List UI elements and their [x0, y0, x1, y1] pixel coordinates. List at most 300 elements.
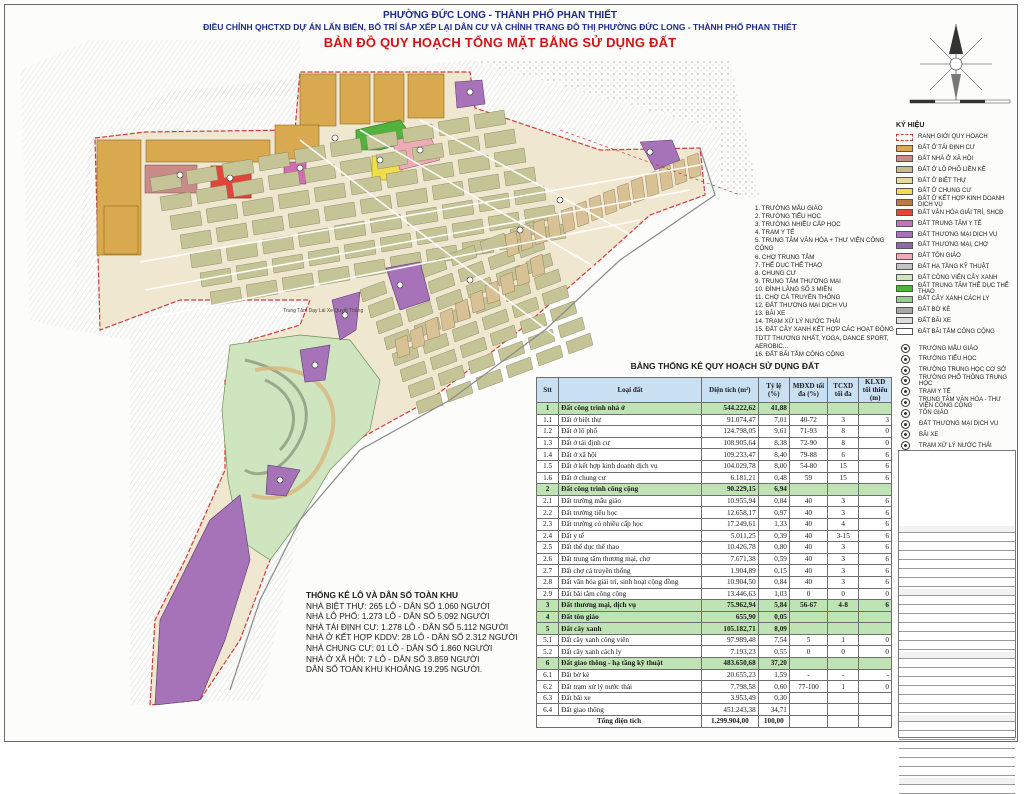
legend-swatch: [896, 134, 913, 141]
stats-cell-klxd: [859, 704, 892, 716]
legend-swatch: [896, 145, 913, 152]
facility-marker-icon: [377, 157, 383, 163]
stats-cell-tcxd: 3-15: [828, 530, 859, 542]
legend-symbol-label: ĐẤT THƯƠNG MẠI DỊCH VỤ: [919, 421, 999, 428]
stats-cell-mdxd: [789, 658, 827, 670]
stats-cell-mdxd: 40: [789, 495, 827, 507]
table-row: [537, 588, 892, 600]
stats-cell-klxd: 6: [859, 576, 892, 588]
stats-cell-klxd: 6: [859, 507, 892, 519]
stats-cell-pct: 0,84: [758, 495, 789, 507]
stats-cell-stt: 1.2: [537, 426, 559, 438]
stats-cell-name: Đất cây xanh công viên: [559, 634, 702, 646]
facility-list-item: 16. ĐẤT BÃI TẮM CÔNG CỘNG: [755, 350, 845, 358]
facility-list-item: 5. TRUNG TÂM VĂN HÓA + THƯ VIỆN CÔNG CỘNG: [755, 237, 885, 253]
legend-symbol-label: TÔN GIÁO: [919, 410, 949, 417]
stats-cell-name: Đất ở lô phố: [559, 426, 702, 438]
title-block-line: [899, 679, 1015, 686]
stats-cell-name: Đất văn hóa giải trí, sinh hoạt cộng đồng: [559, 576, 702, 588]
stats-cell-mdxd: 56-67: [789, 600, 827, 612]
stats-cell-klxd: -: [859, 669, 892, 681]
stats-cell-klxd: 0: [859, 646, 892, 658]
legend-swatch: [896, 220, 913, 227]
table-row: [537, 403, 892, 415]
stats-cell-area: 124.798,05: [701, 426, 758, 438]
stats-cell-pct: 8,00: [758, 460, 789, 472]
table-row: [537, 576, 892, 588]
legend-swatch: [896, 253, 913, 260]
legend-swatch: [896, 209, 913, 216]
title-block-line: [899, 616, 1015, 623]
table-row: [537, 704, 892, 716]
table-row: [537, 692, 892, 704]
stats-cell-stt: 2.6: [537, 553, 559, 565]
facility-list-item: 3. TRƯỜNG NHIỀU CẤP HỌC: [755, 221, 841, 229]
stats-cell-pct: 0,60: [758, 681, 789, 693]
stats-cell-klxd: 0: [859, 426, 892, 438]
population-stats: [306, 590, 536, 675]
facility-marker-icon: [227, 175, 233, 181]
stats-cell-klxd: [859, 403, 892, 415]
stats-cell-klxd: 0: [859, 681, 892, 693]
stats-cell-stt: 2: [537, 484, 559, 496]
stats-cell-stt: 6.3: [537, 692, 559, 704]
stats-cell-mdxd: 40: [789, 576, 827, 588]
stats-cell-pct: 1,59: [758, 669, 789, 681]
stats-cell-tcxd: 15: [828, 472, 859, 484]
stats-cell-area: 544.222,62: [701, 403, 758, 415]
stats-cell-tcxd: 1: [828, 681, 859, 693]
stats-cell-name: Đất trường tiểu học: [559, 507, 702, 519]
stats-cell-pct: 37,20: [758, 658, 789, 670]
title-block-line: [899, 769, 1015, 776]
legend-symbol-item: [896, 430, 1016, 441]
stats-cell-pct: 0,48: [758, 472, 789, 484]
legend-item: [896, 175, 1016, 186]
stats-cell-stt: 6.4: [537, 704, 559, 716]
facility-list-item: 9. TRUNG TÂM THƯƠNG MẠI: [755, 277, 841, 285]
stats-cell-area: 6.181,21: [701, 472, 758, 484]
table-row: [537, 472, 892, 484]
stats-cell-area: 75.962,94: [701, 600, 758, 612]
stats-cell-tcxd: 15: [828, 460, 859, 472]
stats-cell-pct: 1,03: [758, 588, 789, 600]
stats-cell-stt: 6.2: [537, 681, 559, 693]
legend-item: [896, 132, 1016, 143]
population-line: NHÀ Ở XÃ HỘI: 7 LÔ - DÂN SỐ 3.859 NGƯỜI: [306, 653, 480, 664]
legend-swatch: [896, 274, 913, 281]
legend-symbol-item: [896, 365, 1016, 376]
legend-swatch: [896, 296, 913, 303]
table-row: [537, 542, 892, 554]
legend-symbol-item: [896, 376, 1016, 387]
legend-swatch: [896, 285, 913, 292]
legend-swatch: [896, 328, 913, 335]
stats-cell-name: Đất trung tâm thương mại, chợ: [559, 553, 702, 565]
stats-cell-stt: 1.5: [537, 460, 559, 472]
stats-cell-mdxd: 0: [789, 588, 827, 600]
stats-cell-name: Đất trường mẫu giáo: [559, 495, 702, 507]
stats-cell-area: 12.658,17: [701, 507, 758, 519]
legend-symbol-label: TRUNG TÂM VĂN HÓA - THƯ VIỆN CÔNG CỘNG: [919, 396, 1002, 409]
stats-cell-mdxd: 59: [789, 472, 827, 484]
table-row: [537, 681, 892, 693]
stats-header-cell: KLXD tối thiểu (m): [859, 378, 892, 403]
legend-title: KÝ HIỆU: [896, 122, 925, 129]
title-block-line: [899, 634, 1015, 641]
north-arrow: [920, 24, 992, 100]
stats-cell-mdxd: 40: [789, 507, 827, 519]
stats-cell-mdxd: [789, 692, 827, 704]
stats-cell-pct: 0,05: [758, 611, 789, 623]
stats-cell-klxd: 6: [859, 600, 892, 612]
stats-cell-name: Đất ở chung cư: [559, 472, 702, 484]
stats-cell-pct: 7,54: [758, 634, 789, 646]
facility-list-item: 7. THỂ DỤC THỂ THAO: [755, 261, 823, 269]
legend-item: [896, 143, 1016, 154]
title-block-line: [899, 562, 1015, 569]
facility-marker-icon: [467, 89, 473, 95]
stats-cell-name: Đất trạm xử lý nước thải: [559, 681, 702, 693]
legend-item: [896, 262, 1016, 273]
table-row: [537, 484, 892, 496]
stats-cell-tcxd: 8: [828, 437, 859, 449]
stats-cell-area: 451.243,38: [701, 704, 758, 716]
stats-cell-name: Đất bãi xe: [559, 692, 702, 704]
legend-item: [896, 208, 1016, 219]
facility-marker-icon: [177, 172, 183, 178]
stats-cell-name: Đất công trình nhà ở: [559, 403, 702, 415]
stats-cell-tcxd: [828, 623, 859, 635]
facility-marker-icon: [277, 477, 283, 483]
title-block-line: [899, 688, 1015, 695]
legend-label: ĐẤT HẠ TẦNG KỸ THUẬT: [918, 263, 990, 270]
stats-cell-name: Đất ở xã hội: [559, 449, 702, 461]
facility-list-item: 8. CHUNG CƯ: [755, 269, 797, 277]
stats-cell-mdxd: 79-88: [789, 449, 827, 461]
legend-swatch: [896, 242, 913, 249]
legend-symbol-item: [896, 386, 1016, 397]
legend-swatch: [896, 155, 913, 162]
stats-cell-mdxd: [789, 403, 827, 415]
stats-cell-mdxd: 72-90: [789, 437, 827, 449]
stats-cell-klxd: 6: [859, 542, 892, 554]
stats-cell-mdxd: 54-80: [789, 460, 827, 472]
table-total-row: [537, 716, 892, 728]
stats-cell-name: Đất giao thông - hạ tầng kỹ thuật: [559, 658, 702, 670]
central-park: [222, 335, 380, 560]
stats-cell-stt: 3: [537, 600, 559, 612]
stats-cell-tcxd: 0: [828, 646, 859, 658]
title-block-line: [899, 643, 1015, 650]
stats-cell-pct: 7,01: [758, 414, 789, 426]
stats-cell-klxd: 6: [859, 553, 892, 565]
legend-item: [896, 240, 1016, 251]
stats-cell-tcxd: 0: [828, 588, 859, 600]
legend-label: ĐẤT VĂN HÓA GIẢI TRÍ, SHCĐ: [918, 209, 1004, 216]
population-line: NHÀ CHUNG CƯ: 01 LÔ - DÂN SỐ 1.860 NGƯỜI: [306, 642, 493, 653]
stats-cell-tcxd: 3: [828, 553, 859, 565]
stats-cell-area: 13.446,63: [701, 588, 758, 600]
stats-cell-stt: 1.6: [537, 472, 559, 484]
facility-list-item: 1. TRƯỜNG MẪU GIÁO: [755, 205, 823, 212]
stats-cell-klxd: 6: [859, 472, 892, 484]
facility-list-item: 15. ĐẤT CÂY XANH KẾT HỢP CÁC HOẠT ĐỘNG TDTT THƯƠNG NHẤT, YOGA, DANCE SPORT, AEROBIC...: [755, 326, 894, 350]
stats-cell-stt: 6.1: [537, 669, 559, 681]
stats-cell-tcxd: 4: [828, 518, 859, 530]
legend-label: ĐẤT BÃI XE: [918, 317, 951, 324]
total-label: Tổng diện tích: [537, 716, 702, 728]
legend-item: [896, 294, 1016, 305]
facility-symbol-icon: [901, 441, 910, 450]
title-block-line: [899, 760, 1015, 767]
stats-cell-stt: 2.4: [537, 530, 559, 542]
stats-cell-tcxd: 3: [828, 414, 859, 426]
stats-cell-mdxd: 40: [789, 553, 827, 565]
stats-cell-tcxd: 3: [828, 565, 859, 577]
table-row: [537, 623, 892, 635]
stats-cell-tcxd: [828, 611, 859, 623]
stats-cell-pct: 6,94: [758, 484, 789, 496]
stats-cell-mdxd: [789, 704, 827, 716]
stats-cell-stt: 5.2: [537, 646, 559, 658]
total-empty-cell: [828, 716, 859, 728]
stats-cell-stt: 6: [537, 658, 559, 670]
stats-cell-klxd: [859, 623, 892, 635]
stats-cell-stt: 2.1: [537, 495, 559, 507]
stats-cell-mdxd: -: [789, 669, 827, 681]
stats-cell-klxd: [859, 611, 892, 623]
legend-label: ĐẤT THƯƠNG MẠI DỊCH VỤ: [918, 231, 998, 238]
header-project: ĐIỀU CHỈNH QHCTXD DỰ ÁN LẤN BIỂN, BỐ TRÍ SẮP XẾP LẠI DÂN CƯ VÀ CHỈNH TRANG ĐÔ THỊ PHƯỜNG ĐỨC LONG - THÀNH PHỐ PHAN THIẾT: [203, 22, 797, 32]
legend-item: [896, 305, 1016, 316]
legend-label: ĐẤT BÃI TẮM CÔNG CỘNG: [918, 328, 995, 335]
total-area: 1.299.904,00: [701, 716, 758, 728]
stats-cell-pct: 0,84: [758, 576, 789, 588]
stats-cell-area: 17.249,61: [701, 518, 758, 530]
stats-cell-tcxd: [828, 484, 859, 496]
stats-cell-mdxd: 40: [789, 542, 827, 554]
legend-symbol-label: TRƯỜNG PHỔ THÔNG TRUNG HỌC: [919, 374, 1008, 387]
stats-cell-area: 3.953,49: [701, 692, 758, 704]
stats-cell-area: 483.650,68: [701, 658, 758, 670]
legend-swatch: [896, 263, 913, 270]
facility-list-item: 2. TRƯỜNG TIỂU HỌC: [755, 213, 822, 221]
facility-marker-icon: [517, 227, 523, 233]
title-block-line: [899, 535, 1015, 542]
stats-cell-klxd: [859, 484, 892, 496]
stats-cell-area: 108.905,64: [701, 437, 758, 449]
legend-label: ĐẤT THƯƠNG MẠI, CHỢ: [918, 242, 989, 249]
stats-cell-klxd: [859, 658, 892, 670]
title-block-line: [899, 625, 1015, 632]
stats-cell-name: Đất chợ cá truyền thống: [559, 565, 702, 577]
table-row: [537, 658, 892, 670]
stats-cell-stt: 1.4: [537, 449, 559, 461]
stats-cell-pct: 9,61: [758, 426, 789, 438]
facility-list-item: 14. TRẠM XỬ LÝ NƯỚC THẢI: [755, 318, 841, 326]
legend-item: [896, 197, 1016, 208]
stats-cell-mdxd: 40: [789, 518, 827, 530]
stats-cell-area: 109.233,47: [701, 449, 758, 461]
legend-swatch: [896, 231, 913, 238]
population-line: NHÀ Ở KẾT HỢP KDDV: 28 LÔ - DÂN SỐ 2.312 NGƯỜI: [306, 632, 518, 643]
legend-item: [896, 218, 1016, 229]
stats-cell-pct: 8,38: [758, 437, 789, 449]
stats-cell-pct: 0,55: [758, 646, 789, 658]
stats-cell-area: 7.193,23: [701, 646, 758, 658]
driving-school-label: Trung Tâm Dạy Lái Xe Quyết Thắng: [283, 308, 364, 314]
facility-list-item: 12. ĐẤT THƯƠNG MẠI DỊCH VỤ: [755, 302, 848, 310]
stats-cell-tcxd: 3: [828, 495, 859, 507]
stats-header-cell: MĐXD tối đa (%): [789, 378, 827, 403]
population-line: NHÀ TÁI ĐỊNH CƯ: 1.278 LÔ - DÂN SỐ 5.112 NGƯỜI: [306, 621, 509, 632]
legend-label: ĐẤT Ở KẾT HỢP KINH DOANH DỊCH VỤ: [918, 196, 1005, 209]
stats-cell-area: 7.671,38: [701, 553, 758, 565]
stats-cell-stt: 2.7: [537, 565, 559, 577]
stats-cell-area: 10.955,94: [701, 495, 758, 507]
title-block-line: [899, 544, 1015, 551]
stats-table-title: BẢNG THỐNG KÊ QUY HOẠCH SỬ DỤNG ĐẤT: [630, 361, 820, 371]
stats-cell-pct: 34,71: [758, 704, 789, 716]
legend-item: [896, 283, 1016, 294]
lot-block: [566, 333, 593, 354]
lot-block: [498, 341, 525, 362]
population-title: THỐNG KÊ LÔ VÀ DÂN SỐ TOÀN KHU: [306, 590, 458, 600]
stats-cell-area: 105.182,71: [701, 623, 758, 635]
table-row: [537, 553, 892, 565]
legend-symbol-item: [896, 343, 1016, 354]
header-ward: PHƯỜNG ĐỨC LONG - THÀNH PHỐ PHAN THIẾT: [382, 10, 617, 21]
stats-cell-klxd: [859, 692, 892, 704]
stats-cell-mdxd: [789, 611, 827, 623]
table-row: [537, 530, 892, 542]
title-block-line: [899, 715, 1015, 722]
legend: [896, 122, 1016, 451]
stats-header-cell: Loại đất: [559, 378, 702, 403]
table-row: [537, 437, 892, 449]
stats-cell-klxd: 6: [859, 495, 892, 507]
legend-item: [896, 229, 1016, 240]
facility-marker-icon: [312, 362, 318, 368]
title-block-line: [899, 778, 1015, 785]
legend-swatch: [896, 166, 913, 173]
title-block-line: [899, 526, 1015, 533]
stats-cell-tcxd: -: [828, 669, 859, 681]
stats-cell-klxd: 0: [859, 437, 892, 449]
table-row: [537, 495, 892, 507]
stats-cell-area: 5.011,25: [701, 530, 758, 542]
table-row: [537, 611, 892, 623]
total-pct: 100,00: [758, 716, 789, 728]
stats-cell-tcxd: [828, 704, 859, 716]
legend-swatch: [896, 177, 913, 184]
legend-symbol-item: [896, 419, 1016, 430]
stats-header-cell: Stt: [537, 378, 559, 403]
stats-cell-tcxd: 3: [828, 507, 859, 519]
table-row: [537, 600, 892, 612]
stats-cell-name: Đất y tế: [559, 530, 702, 542]
stats-cell-name: Đất thể dục thể thao: [559, 542, 702, 554]
table-row: [537, 646, 892, 658]
legend-symbol-label: TRƯỜNG TIỂU HỌC: [919, 356, 977, 363]
table-row: [537, 414, 892, 426]
facility-marker-icon: [297, 165, 303, 171]
facility-symbol-icon: [901, 387, 910, 396]
title-block-line: [899, 598, 1015, 605]
stats-cell-klxd: 3: [859, 414, 892, 426]
stats-cell-klxd: 6: [859, 530, 892, 542]
legend-label: ĐẤT Ở TÁI ĐỊNH CƯ: [918, 145, 976, 152]
stats-cell-klxd: 6: [859, 518, 892, 530]
legend-swatch: [896, 188, 913, 195]
facility-symbol-icon: [901, 398, 910, 407]
stats-cell-pct: 41,88: [758, 403, 789, 415]
stats-header-cell: Diện tích (m²): [701, 378, 758, 403]
stats-cell-stt: 1.1: [537, 414, 559, 426]
stats-cell-tcxd: 3: [828, 542, 859, 554]
stats-cell-area: 10.904,50: [701, 576, 758, 588]
stats-cell-stt: 2.5: [537, 542, 559, 554]
stats-cell-name: Đất cây xanh cách ly: [559, 646, 702, 658]
facility-symbol-icon: [901, 366, 910, 375]
legend-label: ĐẤT TÔN GIÁO: [918, 253, 961, 260]
stats-cell-stt: 5.1: [537, 634, 559, 646]
stats-cell-stt: 2.9: [537, 588, 559, 600]
legend-label: ĐẤT Ở BIỆT THỰ: [918, 177, 967, 184]
stats-cell-area: 655,90: [701, 611, 758, 623]
stats-cell-pct: 0,39: [758, 530, 789, 542]
facility-symbol-icon: [901, 409, 910, 418]
facility-symbol-icon: [901, 420, 910, 429]
facility-list-item: 4. TRẠM Y TẾ: [755, 229, 795, 237]
title-block-line: [899, 670, 1015, 677]
stats-cell-area: 90.229,15: [701, 484, 758, 496]
stats-cell-stt: 1: [537, 403, 559, 415]
facility-marker-icon: [397, 282, 403, 288]
facility-symbol-icon: [901, 344, 910, 353]
stats-cell-name: Đất giao thông: [559, 704, 702, 716]
facility-list-item: 6. CHỢ TRUNG TÂM: [755, 253, 815, 261]
stats-cell-pct: 8,09: [758, 623, 789, 635]
stats-cell-mdxd: 0: [789, 646, 827, 658]
facility-list-item: 13. BÃI XE: [755, 310, 786, 318]
stats-cell-mdxd: 5: [789, 634, 827, 646]
stats-cell-name: Đất cây xanh: [559, 623, 702, 635]
legend-swatch: [896, 317, 913, 324]
stats-cell-stt: 2.2: [537, 507, 559, 519]
legend-symbol-item: [896, 408, 1016, 419]
facility-marker-icon: [467, 277, 473, 283]
total-empty-cell: [859, 716, 892, 728]
stats-cell-area: 104.029,78: [701, 460, 758, 472]
stats-cell-pct: 5,84: [758, 600, 789, 612]
population-line: DÂN SỐ TOÀN KHU KHOẢNG 19.295 NGƯỜI.: [306, 664, 483, 675]
legend-label: ĐẤT Ở CHUNG CƯ: [918, 188, 972, 195]
legend-symbol-item: [896, 354, 1016, 365]
stats-cell-pct: 0,30: [758, 692, 789, 704]
lot-block: [506, 357, 533, 378]
stats-cell-area: 1.904,89: [701, 565, 758, 577]
stats-cell-pct: 0,80: [758, 542, 789, 554]
stats-cell-klxd: 6: [859, 565, 892, 577]
table-row: [537, 426, 892, 438]
stats-cell-mdxd: [789, 484, 827, 496]
facility-list: [755, 205, 895, 359]
stats-cell-mdxd: [789, 623, 827, 635]
stats-cell-name: Đất ở tái định cư: [559, 437, 702, 449]
title-block-line: [899, 787, 1015, 794]
